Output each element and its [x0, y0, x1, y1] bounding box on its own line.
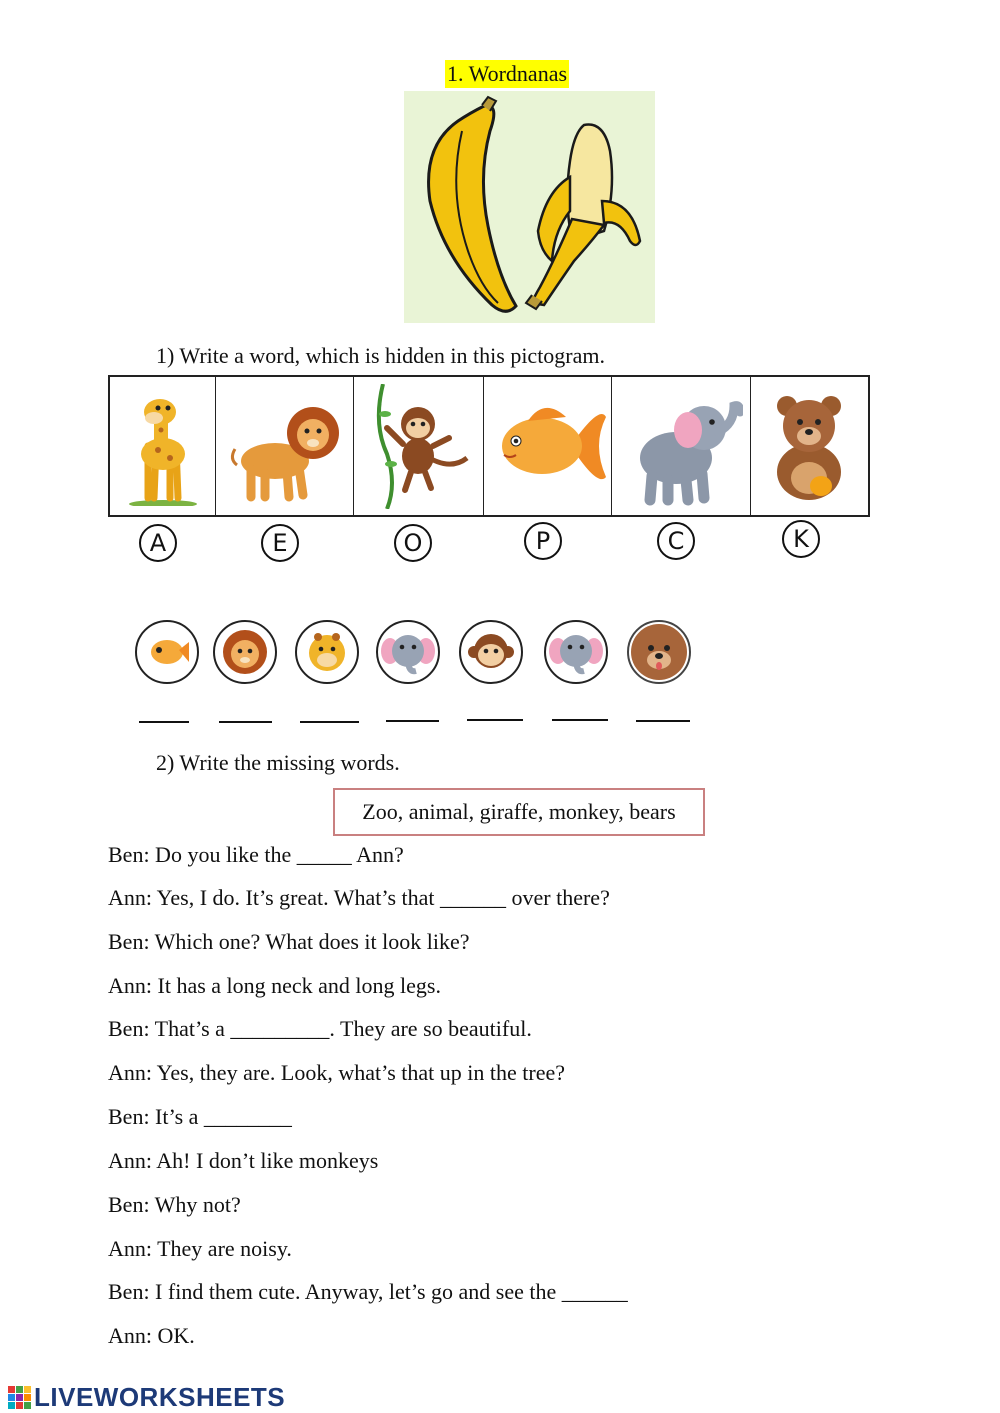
- word-bank-box: Zoo, animal, giraffe, monkey, bears: [333, 788, 705, 836]
- bear-image: [751, 377, 868, 515]
- bear-face-icon: [627, 620, 691, 684]
- task-2-instruction: 2) Write the missing words.: [156, 750, 400, 775]
- task-1-instruction: 1) Write a word, which is hidden in this pictogram.: [156, 343, 606, 368]
- fish-face-icon: [135, 620, 199, 684]
- monkey-face-icon: [459, 620, 523, 684]
- dialogue-line: Ann: OK.: [108, 1323, 195, 1348]
- answer-blank[interactable]: [636, 720, 690, 722]
- dialogue-line: Ben: I find them cute. Anyway, let’s go and see the ______: [108, 1279, 628, 1304]
- letter-p: P: [524, 522, 562, 560]
- worksheet-title: 1. Wordnanas: [447, 61, 568, 86]
- elephant-face-icon: [544, 620, 608, 684]
- brand-name: LIVEWORKSHEETS: [34, 1382, 286, 1412]
- pictogram-table: [108, 375, 870, 517]
- answer-blank[interactable]: [300, 721, 359, 723]
- elephant-face-icon: [376, 620, 440, 684]
- giraffe-face-icon: [295, 620, 359, 684]
- answer-blank[interactable]: [219, 721, 272, 723]
- banana-image: [404, 91, 655, 323]
- lion-face-icon: [213, 620, 277, 684]
- dialogue-line: Ben: It’s a ________: [108, 1104, 292, 1129]
- dialogue-line: Ann: They are noisy.: [108, 1236, 292, 1261]
- liveworksheets-logo: [8, 1382, 285, 1413]
- letter-a: A: [139, 524, 177, 562]
- dialogue-line: Ann: Yes, I do. It’s great. What’s that ______ over there?: [108, 885, 610, 910]
- dialogue-line: Ben: That’s a _________. They are so beautiful.: [108, 1016, 532, 1041]
- dialogue-line: Ann: It has a long neck and long legs.: [108, 973, 441, 998]
- elephant-image: [612, 377, 750, 515]
- dialogue-line: Ben: Why not?: [108, 1192, 241, 1217]
- answer-blank[interactable]: [467, 719, 523, 721]
- dialogue-line: Ben: Which one? What does it look like?: [108, 929, 470, 954]
- answer-blank[interactable]: [552, 719, 608, 721]
- letter-e: E: [261, 524, 299, 562]
- dialogue-line: Ann: Yes, they are. Look, what’s that up in the tree?: [108, 1060, 566, 1085]
- fish-image: [484, 377, 612, 515]
- letter-c: C: [657, 522, 695, 560]
- monkey-image: [354, 377, 484, 515]
- lion-image: [216, 377, 353, 515]
- answer-blank[interactable]: [386, 720, 439, 722]
- logo-blocks-icon: [8, 1386, 34, 1410]
- dialogue-line: Ben: Do you like the _____ Ann?: [108, 842, 404, 867]
- letter-o: O: [394, 524, 432, 562]
- dialogue-line: Ann: Ah! I don’t like monkeys: [108, 1148, 379, 1173]
- giraffe-image: [110, 377, 216, 515]
- letter-k: K: [782, 520, 820, 558]
- answer-blank[interactable]: [139, 721, 189, 723]
